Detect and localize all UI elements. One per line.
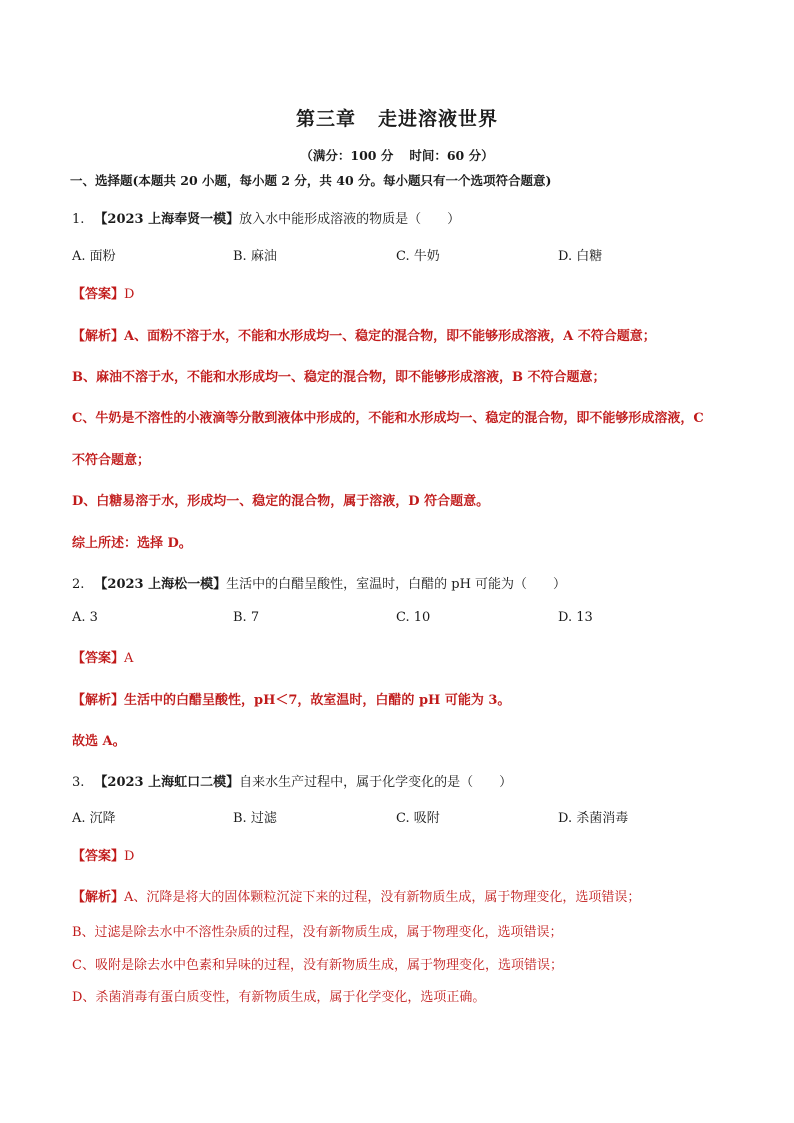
analysis-line: B、过滤是除去水中不溶性杂质的过程，没有新物质生成，属于物理变化，选项错误； [72, 925, 563, 940]
time-limit: 时间：60 分） [409, 148, 494, 163]
exam-info [0, 146, 794, 164]
analysis-line: C、牛奶是不溶性的小液滴等分散到液体中形成的，不能和水形成均一、稳定的混合物，即不能够形成溶液，C [72, 411, 704, 426]
question-1-stem: 1. 【2023 上海奉贤一模】放入水中能形成溶液的物质是（ ） [72, 212, 461, 227]
question-3-answer: 【答案】D [72, 849, 135, 864]
option-c: C. 吸附 [396, 811, 440, 826]
option-b: B. 过滤 [233, 811, 277, 826]
option-d: D. 杀菌消毒 [558, 811, 629, 826]
analysis-line: C、吸附是除去水中色素和异味的过程，没有新物质生成，属于物理变化，选项错误； [72, 958, 563, 973]
section-heading: 一、选择题(本题共 20 小题，每小题 2 分，共 40 分。每小题只有一个选项符合题意) [70, 173, 552, 188]
analysis-line: 不符合题意； [72, 453, 151, 468]
option-b: B. 麻油 [233, 249, 277, 264]
chapter-name: 走进溶液世界 [378, 108, 499, 130]
question-3-stem: 3. 【2023 上海虹口二模】自来水生产过程中，属于化学变化的是（ ） [72, 775, 513, 790]
page-title [0, 104, 794, 131]
option-c: C. 牛奶 [396, 249, 440, 264]
option-a: A. 面粉 [72, 249, 116, 264]
full-score: （满分：100 分 [300, 148, 394, 163]
option-b: B. 7 [233, 610, 260, 625]
option-c: C. 10 [396, 610, 431, 625]
analysis-conclusion: 综上所述：选择 D。 [72, 536, 192, 551]
question-source: 【2023 上海虹口二模】 [94, 775, 240, 790]
question-2-analysis: 【解析】生活中的白醋呈酸性，pH＜7，故室温时，白醋的 pH 可能为 3。 [72, 693, 511, 708]
option-d: D. 13 [558, 610, 593, 625]
question-source: 【2023 上海松一模】 [94, 577, 227, 592]
analysis-line: B、麻油不溶于水，不能和水形成均一、稳定的混合物，即不能够形成溶液，B 不符合题意； [72, 370, 606, 385]
question-3-analysis: 【解析】A、沉降是将大的固体颗粒沉淀下来的过程，没有新物质生成，属于物理变化，选项错误； [72, 890, 641, 905]
analysis-conclusion: 故选 A。 [72, 734, 126, 749]
analysis-line: D、杀菌消毒有蛋白质变性，有新物质生成，属于化学变化，选项正确。 [72, 990, 486, 1005]
question-1-analysis: 【解析】A、面粉不溶于水，不能和水形成均一、稳定的混合物，即不能够形成溶液，A 不符合题意； [72, 329, 656, 344]
option-a: A. 沉降 [72, 811, 116, 826]
question-2-stem: 2. 【2023 上海松一模】生活中的白醋呈酸性，室温时，白醋的 pH 可能为（ ） [72, 577, 567, 592]
option-a: A. 3 [72, 610, 98, 625]
chapter-number: 第三章 [295, 108, 356, 130]
analysis-line: D、白糖易溶于水，形成均一、稳定的混合物，属于溶液，D 符合题意。 [72, 494, 490, 509]
question-2-answer: 【答案】A [72, 651, 134, 666]
question-source: 【2023 上海奉贤一模】 [94, 212, 240, 227]
option-d: D. 白糖 [558, 249, 603, 264]
question-1-answer: 【答案】D [72, 287, 135, 302]
